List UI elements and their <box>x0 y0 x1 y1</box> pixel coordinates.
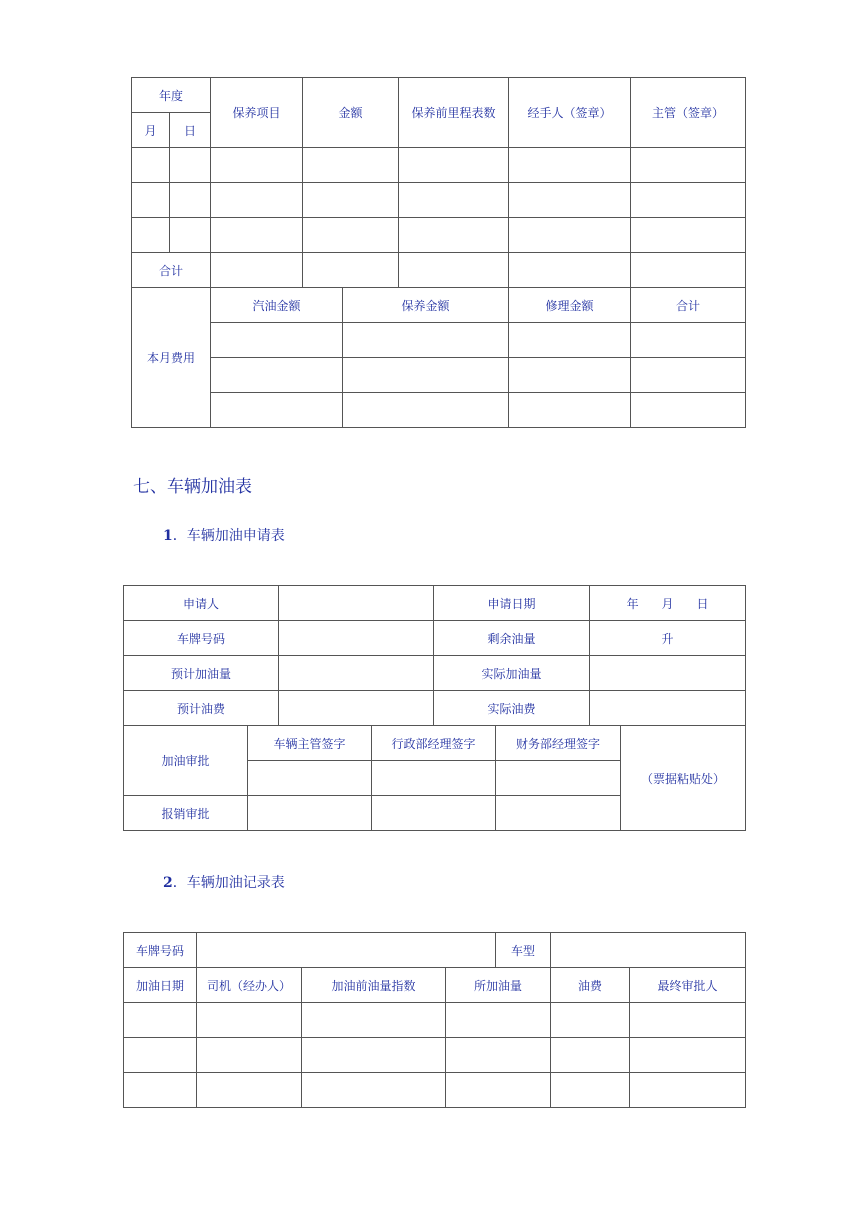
date-month: 月 <box>661 596 674 611</box>
refuel-record-title <box>163 872 285 892</box>
maintenance-table <box>131 77 746 428</box>
col-cost-total: 合计 <box>631 288 746 323</box>
refuel-record-title-number: 2 <box>163 875 173 891</box>
approval-sig-field[interactable] <box>248 761 372 796</box>
remaining-fuel-field[interactable] <box>590 621 746 656</box>
refuel-record-title-text: ．车辆加油记录表 <box>172 875 285 891</box>
refuel-request-title-text: ．车辆加油申请表 <box>172 528 285 544</box>
col-final-approver: 最终审批人 <box>630 968 746 1003</box>
actual-cost-label: 实际油费 <box>434 691 590 726</box>
table-row <box>132 183 746 218</box>
section-seven-title: 七、车辆加油表 <box>133 477 252 497</box>
col-maintenance-item: 保养项目 <box>211 78 303 148</box>
apply-date-label: 申请日期 <box>434 586 590 621</box>
sig-finance-manager: 财务部经理签字 <box>496 726 621 761</box>
remaining-fuel-label: 剩余油量 <box>434 621 590 656</box>
receipt-paste-area: （票据粘贴处） <box>621 726 746 831</box>
actual-cost-field[interactable] <box>590 691 746 726</box>
approval-sig-field[interactable] <box>372 761 496 796</box>
actual-amount-label: 实际加油量 <box>434 656 590 691</box>
planned-amount-label: 预计加油量 <box>124 656 279 691</box>
col-supervisor: 主管（签章） <box>631 78 746 148</box>
planned-cost-label: 预计油费 <box>124 691 279 726</box>
col-fuel-cost: 油费 <box>551 968 630 1003</box>
plate-label: 车牌号码 <box>124 621 279 656</box>
table-row <box>132 148 746 183</box>
table-row <box>124 1003 746 1038</box>
table-row <box>132 393 746 428</box>
record-plate-field[interactable] <box>197 933 496 968</box>
refuel-request-title <box>163 525 285 545</box>
table-row <box>132 218 746 253</box>
day-header: 日 <box>170 113 211 148</box>
total-row <box>132 253 746 288</box>
reimburse-label: 报销审批 <box>124 796 248 831</box>
refuel-request-title-number: 1 <box>163 528 173 544</box>
month-header: 月 <box>132 113 170 148</box>
col-odometer: 保养前里程表数 <box>399 78 509 148</box>
reimburse-sig-field[interactable] <box>248 796 372 831</box>
monthly-cost-label: 本月费用 <box>132 288 211 428</box>
planned-amount-field[interactable] <box>279 656 434 691</box>
record-model-label: 车型 <box>496 933 551 968</box>
table-row <box>124 1073 746 1108</box>
col-repair-cost: 修理金额 <box>509 288 631 323</box>
col-fuel-before: 加油前油量指数 <box>302 968 446 1003</box>
date-day: 日 <box>696 596 709 611</box>
liter-unit: 升 <box>661 631 674 646</box>
total-label: 合计 <box>132 253 211 288</box>
table-row <box>132 358 746 393</box>
approval-sig-field[interactable] <box>496 761 621 796</box>
year-header: 年度 <box>132 78 211 113</box>
plate-field[interactable] <box>279 621 434 656</box>
refuel-record-table <box>123 932 746 1108</box>
table-row <box>124 1038 746 1073</box>
col-refuel-date: 加油日期 <box>124 968 197 1003</box>
col-handler: 经手人（签章） <box>509 78 631 148</box>
sig-vehicle-supervisor: 车辆主管签字 <box>248 726 372 761</box>
refuel-request-table <box>123 585 746 831</box>
actual-amount-field[interactable] <box>590 656 746 691</box>
col-maintenance-cost: 保养金额 <box>343 288 509 323</box>
sig-admin-manager: 行政部经理签字 <box>372 726 496 761</box>
applicant-label: 申请人 <box>124 586 279 621</box>
col-amount: 金额 <box>303 78 399 148</box>
planned-cost-field[interactable] <box>279 691 434 726</box>
date-year: 年 <box>626 596 639 611</box>
table-row <box>132 323 746 358</box>
reimburse-sig-field[interactable] <box>496 796 621 831</box>
col-fuel-added: 所加油量 <box>446 968 551 1003</box>
apply-date-field[interactable] <box>590 586 746 621</box>
reimburse-sig-field[interactable] <box>372 796 496 831</box>
approval-label: 加油审批 <box>124 726 248 796</box>
record-plate-label: 车牌号码 <box>124 933 197 968</box>
applicant-field[interactable] <box>279 586 434 621</box>
col-fuel-cost: 汽油金额 <box>211 288 343 323</box>
record-model-field[interactable] <box>551 933 746 968</box>
col-driver: 司机（经办人） <box>197 968 302 1003</box>
